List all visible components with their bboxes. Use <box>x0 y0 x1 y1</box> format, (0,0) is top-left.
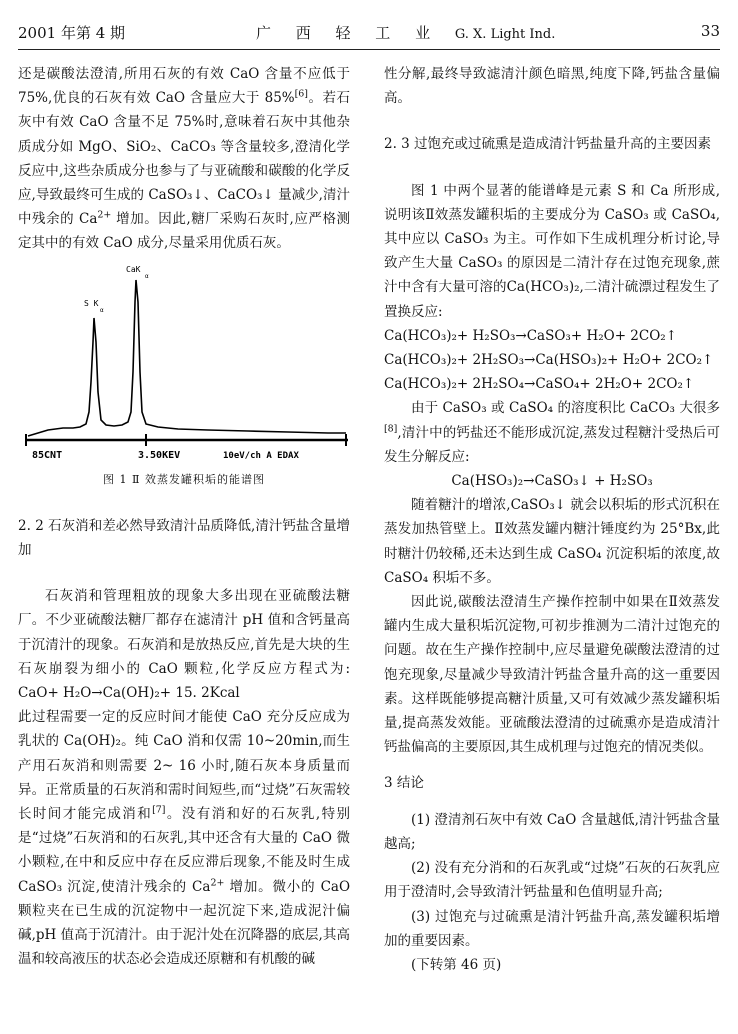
text: 增加。微小的 CaO 颗粒夹在已生成的沉淀物中一起沉淀下来,造成泥汁偏碱,pH 值高于沉清汁。由于泥汁处在沉降器的底层,其高温和较高液压的状态必会造成还原糖和有机酸的碱 <box>18 878 351 968</box>
citation: [6] <box>294 88 308 100</box>
citation: [8] <box>384 423 398 435</box>
edax-spectrum-figure <box>18 262 350 462</box>
text: 增加。因此,糖厂采购石灰时,应严格测定其中的有效 CaO 成分,尽量采用优质石灰。 <box>18 211 351 252</box>
equation-2: Ca(HCO₃)₂+ 2H₂SO₃→Ca(HSO₃)₂+ H₂O+ 2CO₂↑ <box>384 352 714 369</box>
paragraph: 随着糖汁的增浓,CaSO₃↓ 就会以积垢的形式沉积在蒸发加热管壁上。Ⅱ效蒸发罐内糖汁锤度约为 25°Bx,此时糖汁仍较稀,还未达到生成 CaSO₄ 沉淀积垢的浓度,故 CaSO₄ 积垢不多。 <box>384 497 720 586</box>
section-heading-3: 3 结论 <box>384 775 424 792</box>
citation: [7] <box>152 804 166 816</box>
section-heading-2-2: 2. 2 石灰消和差必然导致清汁品质降低,清汁钙盐含量增加 <box>18 517 350 559</box>
text: 此过程需要一定的反应时间才能使 CaO 充分反应成为乳状的 Ca(OH)₂。纯 CaO 消和仅需 10~20min,而生产用石灰消和则需要 2~ 16 小时,随石灰本身质量而异。正常质量的石灰消和需时间短些,而“过烧”石灰需较长时间才能完成消和 <box>18 709 350 823</box>
journal-name-cn: 广 西 轻 工 业 <box>256 24 441 42</box>
equation-1: Ca(HCO₃)₂+ H₂SO₃→CaSO₃+ H₂O+ 2CO₂↑ <box>384 327 678 344</box>
axis-label-kev: 3.50KEV <box>138 449 181 461</box>
text: 。若石灰中有效 CaO 含量不足 75%时,意味着石灰中其他杂质成分如 MgO、SiO₂、CaCO₃ 等含量较多,澄清化学反应中,这些杂质成分也参与了与亚硫酸和碳酸的化学反应,导致最终可生成的 CaSO₃↓、CaCO₃↓ 量减少,清汁中残余的 Ca <box>18 90 350 228</box>
spectrum-trace <box>28 280 346 436</box>
text: ,清汁中的钙盐还不能形成沉淀,蒸发过程糖汁受热后可发生分解反应: <box>384 424 720 465</box>
paragraph: 石灰消和管理粗放的现象大多出现在亚硫酸法糖厂。不少亚硫酸法糖厂都存在滤清汁 pH 值和含钙量高于沉清汁的现象。石灰消和是放热反应,首先是大块的生石灰崩裂为细小的 CaO 颗粒,化学反应方程式为: CaO+ H₂O→Ca(OH)₂+ 15. 2Kcal <box>18 588 350 702</box>
journal-name <box>256 22 555 43</box>
conclusion-item: (3) 过饱充与过硫熏是清汁钙盐升高,蒸发罐积垢增加的重要因素。 <box>384 908 720 949</box>
equation-4: Ca(HSO₃)₂→CaSO₃↓ + H₂SO₃ <box>451 473 653 490</box>
peak-label-s-alpha: α <box>100 306 104 314</box>
header-rule <box>18 49 720 50</box>
left-column <box>18 62 350 971</box>
superscript: 2+ <box>97 209 112 221</box>
issue-label: 2001 年第 4 期 <box>18 24 126 42</box>
superscript: 2+ <box>210 877 225 889</box>
axis-label-edax: 10eV/ch A EDAX <box>223 450 299 461</box>
paragraph <box>384 396 720 469</box>
peak-label-ca: CaK <box>126 264 141 274</box>
conclusion-item: (2) 没有充分消和的石灰乳或“过烧”石灰的石灰乳应用于澄清时,会导致清汁钙盐量和色值明显升高; <box>384 860 720 901</box>
paragraph: 因此说,碳酸法澄清生产操作控制中如果在Ⅱ效蒸发罐内生成大量积垢沉淀物,可初步推测为二清汁过饱充的问题。故在生产操作控制中,应尽量避免碳酸法澄清的过饱充现象,尽量减少导致清汁钙盐含量升高的这一重要因素。这样既能够提高糖汁质量,又可有效减少蒸发罐积垢量,提高蒸发效能。亚硫酸法澄清的过硫熏亦是造成清汁钙盐偏高的主要原因,其生成机理与过饱充的情况类似。 <box>384 594 720 756</box>
page-number: 33 <box>700 22 720 40</box>
paragraph <box>18 62 350 256</box>
section-heading-2-3: 2. 3 过饱充或过硫熏是造成清汁钙盐量升高的主要因素 <box>384 136 712 153</box>
conclusion-item: (1) 澄清剂石灰中有效 CaO 含量越低,清汁钙盐含量越高; <box>384 811 720 852</box>
continued-note: (下转第 46 页) <box>411 956 502 973</box>
journal-name-en: G. X. Light Ind. <box>454 27 556 42</box>
paragraph: 性分解,最终导致滤清汁颜色暗黑,纯度下降,钙盐含量偏高。 <box>384 66 720 107</box>
spectrum-plot <box>18 262 350 462</box>
peak-label-ca-alpha: α <box>145 272 149 280</box>
figure-caption: 图 1 Ⅱ 效蒸发罐积垢的能谱图 <box>103 472 265 486</box>
running-header <box>18 22 720 46</box>
paragraph: 图 1 中两个显著的能谱峰是元素 S 和 Ca 所形成,说明该Ⅱ效蒸发罐积垢的主要成分为 CaSO₃ 或 CaSO₄,其中应以 CaSO₃ 为主。可作如下生成机理分析讨论,导致产生大量 CaSO₃ 的原因是二清汁存在过饱充现象,蔗汁中含有大量可溶的Ca(HCO₃)₂,二清汁硫漂过程发生了置换反应: <box>384 182 720 320</box>
text: 。没有消和好的石灰乳,特别是“过烧”石灰消和的石灰乳,其中还含有大量的 CaO 微小颗粒,在中和反应中存在反应滞后现象,不能及时生成 CaSO₃ 沉淀,使清汁残余的 Ca <box>18 806 351 895</box>
peak-label-s: S K <box>84 298 99 308</box>
right-column <box>384 62 720 977</box>
text: 由于 CaSO₃ 或 CaSO₄ 的溶度积比 CaCO₃ 大很多 <box>411 400 720 417</box>
axis-label-counts: 85CNT <box>32 449 63 461</box>
paragraph <box>18 705 350 971</box>
text: 还是碳酸法澄清,所用石灰的有效 CaO 含量不应低于 75%,优良的石灰有效 CaO 含量应大于 85% <box>18 66 350 107</box>
equation-3: Ca(HCO₃)₂+ 2H₂SO₄→CaSO₄+ 2H₂O+ 2CO₂↑ <box>384 376 695 393</box>
